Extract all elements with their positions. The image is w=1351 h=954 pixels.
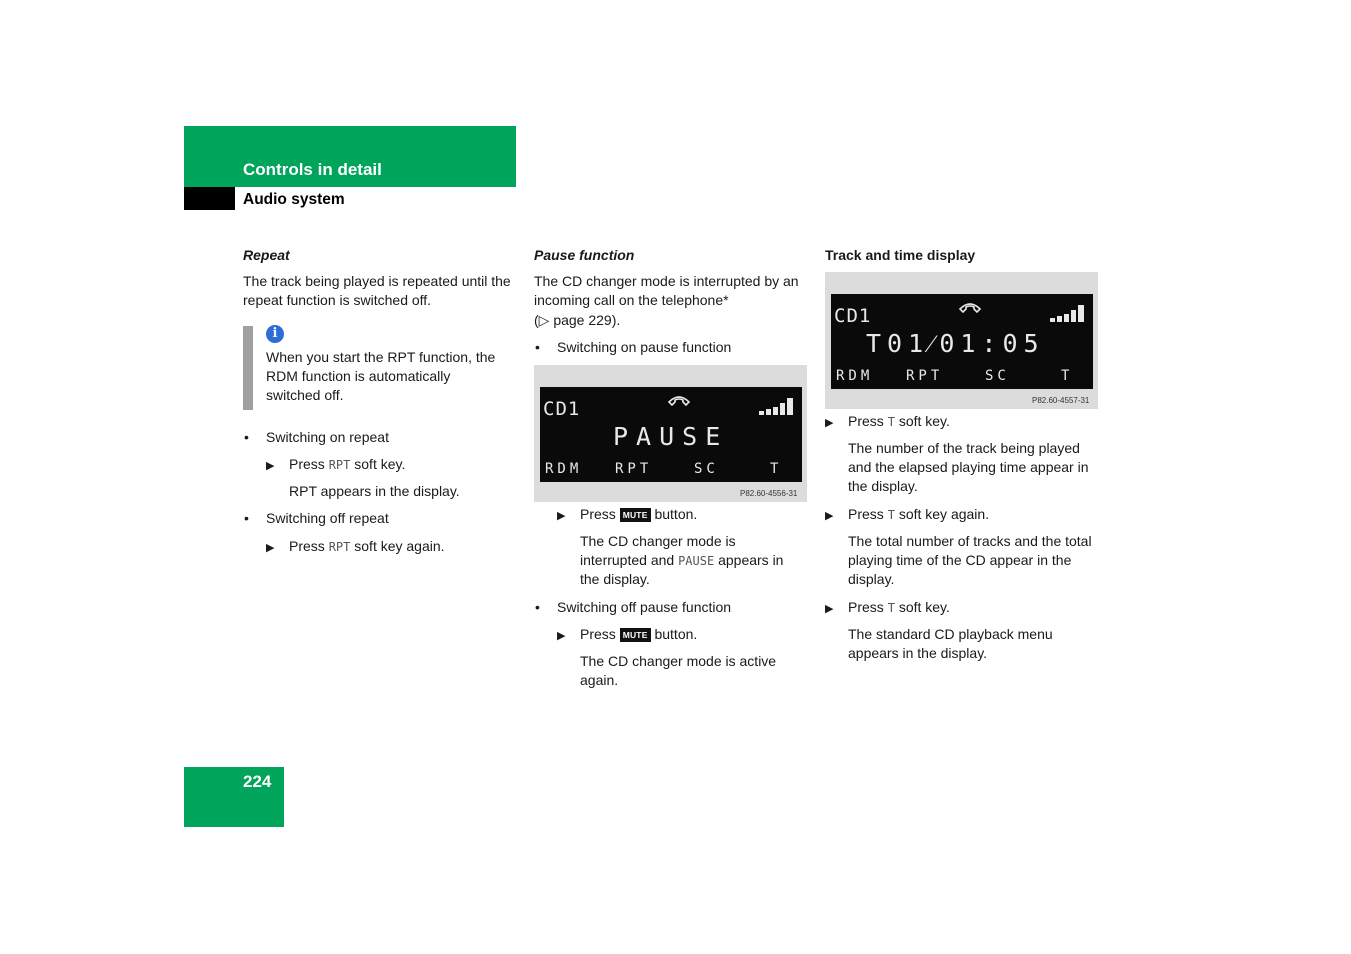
arrow-icon: ▶ (825, 603, 834, 615)
image-code: P82.60-4557-31 (1032, 396, 1090, 405)
pause-intro-line3: (▷ page 229). (534, 312, 621, 328)
t-again-result-line2: playing time of the CD appear in the (848, 552, 1072, 568)
step-text: soft key again. (898, 506, 990, 522)
step-text: Press (848, 599, 884, 615)
header-marker (184, 187, 235, 210)
t-third-result-line1: The standard CD playback menu (848, 626, 1053, 642)
lcd-softkey-rdm: RDM (545, 461, 583, 477)
lcd-softkey-rpt: RPT (906, 368, 944, 384)
t-key-label: T (887, 415, 895, 429)
lcd-softkey-t: T (1061, 368, 1070, 384)
lcd-cd1: CD1 (543, 398, 581, 420)
page-number: 224 (243, 772, 272, 791)
signal-bars-icon (1050, 304, 1090, 324)
t-result-line3: the display. (848, 478, 918, 494)
lcd-track-time: T01⁄01:05 (866, 329, 1045, 358)
step-press-mute (580, 505, 697, 524)
arrow-icon: ▶ (557, 630, 566, 642)
repeat-intro-line2: repeat function is switched off. (243, 292, 432, 308)
step-text: Press (848, 506, 884, 522)
info-icon: i (266, 325, 284, 343)
phone-icon (958, 300, 982, 314)
repeat-heading: Repeat (243, 247, 290, 263)
signal-bars-icon (759, 397, 799, 417)
image-code: P82.60-4556-31 (740, 489, 798, 498)
t-result-line1: The number of the track being played (848, 440, 1080, 456)
step-press-mute-again (580, 625, 697, 644)
step-press-rpt-again (289, 537, 445, 557)
t-key-label: T (887, 508, 895, 522)
track-time-heading: Track and time display (825, 247, 976, 263)
info-box-bar (243, 326, 253, 410)
section-subtitle: Audio system (243, 191, 345, 208)
step-result-rpt: RPT appears in the display. (289, 483, 460, 499)
step-text: soft key. (354, 456, 406, 472)
step-text: button. (654, 626, 698, 642)
step-text: Press (580, 626, 616, 642)
pause-heading: Pause function (534, 247, 635, 263)
bullet-switch-off-pause: Switching off pause function (557, 599, 732, 615)
info-line2: RDM function is automatically (266, 368, 451, 384)
bullet-switch-on-repeat: Switching on repeat (266, 429, 389, 445)
info-line1: When you start the RPT function, the (266, 349, 496, 365)
mute-key-label: MUTE (620, 628, 651, 642)
step-text: Press (289, 538, 325, 554)
bullet-icon: • (535, 339, 540, 355)
bullet-icon: • (244, 510, 249, 526)
mute-key-label: MUTE (620, 508, 651, 522)
pause-off-result-line2: again. (580, 672, 619, 688)
step-text: soft key again. (354, 538, 445, 554)
lcd-softkey-t: T (770, 461, 779, 477)
arrow-icon: ▶ (266, 542, 275, 554)
arrow-icon: ▶ (825, 417, 834, 429)
lcd-softkey-sc: SC (985, 368, 1010, 384)
pause-intro-line1: The CD changer mode is interrupted by an (534, 273, 799, 289)
t-key-label: T (887, 601, 895, 615)
step-text: Press (848, 413, 884, 429)
t-again-result-line1: The total number of tracks and the total (848, 533, 1092, 549)
info-line3: switched off. (266, 387, 344, 403)
phone-icon (667, 393, 691, 407)
t-again-result-line3: display. (848, 571, 895, 587)
lcd-softkey-rdm: RDM (836, 368, 874, 384)
pause-result-line2 (580, 551, 783, 571)
arrow-icon: ▶ (825, 510, 834, 522)
step-text: Press (580, 506, 616, 522)
step-text: interrupted and (580, 552, 675, 568)
t-third-result-line2: appears in the display. (848, 645, 988, 661)
pause-key-label: PAUSE (678, 554, 715, 568)
step-press-t (848, 412, 950, 432)
t-result-line2: and the elapsed playing time appear in (848, 459, 1089, 475)
section-title: Controls in detail (243, 160, 382, 179)
pause-off-result-line1: The CD changer mode is active (580, 653, 777, 669)
arrow-icon: ▶ (557, 510, 566, 522)
lcd-pause-text: PAUSE (613, 422, 729, 451)
bullet-icon: • (244, 429, 249, 445)
step-text: soft key. (898, 599, 950, 615)
bullet-icon: • (535, 599, 540, 615)
lcd-softkey-sc: SC (694, 461, 719, 477)
rpt-key-label: RPT (328, 540, 351, 554)
rpt-key-label: RPT (328, 458, 351, 472)
step-press-rpt (289, 455, 405, 475)
repeat-intro-line1: The track being played is repeated until the (243, 273, 511, 289)
bullet-switch-off-repeat: Switching off repeat (266, 510, 389, 526)
step-press-t-again (848, 505, 989, 525)
lcd-cd1: CD1 (834, 305, 872, 327)
step-text: button. (654, 506, 698, 522)
pause-result-line1: The CD changer mode is (580, 533, 736, 549)
step-text: soft key. (898, 413, 950, 429)
step-text: Press (289, 456, 325, 472)
bullet-switch-on-pause: Switching on pause function (557, 339, 732, 355)
pause-result-line3: the display. (580, 571, 650, 587)
step-text: appears in (718, 552, 784, 568)
lcd-softkey-rpt: RPT (615, 461, 653, 477)
pause-intro-line2: incoming call on the telephone* (534, 292, 729, 308)
step-press-t-third (848, 598, 950, 618)
arrow-icon: ▶ (266, 460, 275, 472)
